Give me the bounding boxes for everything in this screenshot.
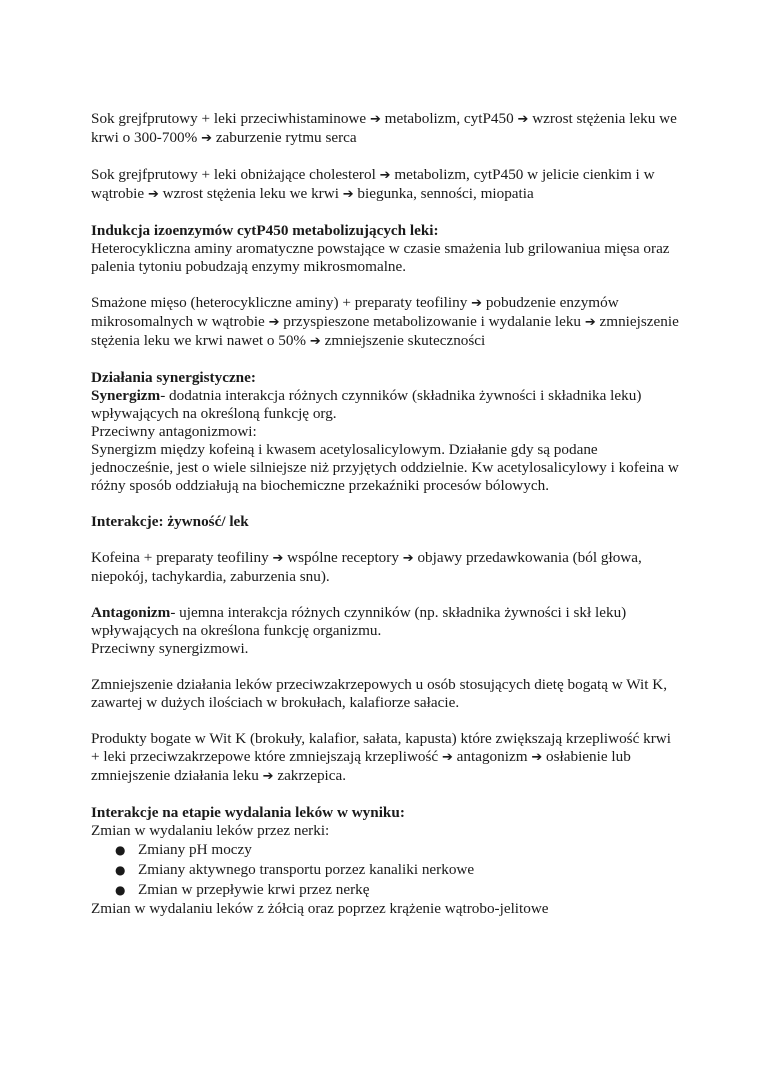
- text-segment: objawy przedawkowania (ból głowa, niepokój, tachykardia, zaburzenia snu).: [91, 549, 642, 585]
- arrow-right-icon: ➔: [517, 112, 529, 127]
- term-antagonism: Antagonizm: [91, 604, 171, 621]
- paragraph-synergy-definition: [91, 387, 681, 423]
- bullet-icon: ●: [115, 863, 126, 877]
- arrow-right-icon: ➔: [531, 750, 543, 765]
- text-segment: - ujemna interakcja różnych czynników (np. składnika żywności i skł leku) wpływających na określona funkcję organizmu.: [91, 604, 627, 639]
- heading-induction: Indukcja izoenzymów cytP450 metabolizujących leki:: [91, 222, 439, 239]
- paragraph-antagonism-definition: [91, 604, 681, 640]
- paragraph-grapefruit-antihistamines: [91, 110, 681, 148]
- list-item: [91, 840, 681, 860]
- arrow-right-icon: ➔: [402, 551, 414, 566]
- arrow-right-icon: ➔: [262, 769, 274, 784]
- arrow-right-icon: ➔: [147, 187, 159, 202]
- paragraph-grapefruit-cholesterol: [91, 166, 681, 204]
- text-segment: zmniejszenie stężenia leku we krwi nawet o 50%: [91, 313, 679, 349]
- text-segment: wzrost stężenia leku we krwi: [158, 185, 343, 202]
- arrow-right-icon: ➔: [342, 187, 354, 202]
- list-item-text: Zmian w przepływie krwi przez nerkę: [138, 881, 370, 898]
- text-segment: biegunka, senności, miopatia: [353, 185, 534, 202]
- heading-synergy: Działania synergistyczne:: [91, 369, 256, 386]
- arrow-right-icon: ➔: [379, 168, 391, 183]
- paragraph-fried-meat: [91, 294, 681, 351]
- paragraph-anticoagulants: Zmniejszenie działania leków przeciwzakrzepowych u osób stosujących dietę bogatą w Wit K, zawartej w dużych ilościach w brokułach, kalafiorze sałacie.: [91, 676, 668, 711]
- paragraph-bile: Zmian w wydalaniu leków z żółcią oraz poprzez krążenie wątrobo-jelitowe: [91, 900, 549, 917]
- list-item-text: Zmiany aktywnego transportu porzez kanaliki nerkowe: [138, 861, 475, 878]
- list-item: [91, 880, 681, 900]
- paragraph-synergy-opposite: Przeciwny antagonizmowi:: [91, 423, 257, 440]
- text-segment: wzrost stężenia leku we krwi o 300-700%: [91, 110, 677, 146]
- arrow-right-icon: ➔: [441, 750, 453, 765]
- list-item: [91, 860, 681, 880]
- text-segment: Sok grejfprutowy + leki obniżające cholesterol: [91, 166, 380, 183]
- text-segment: przyspieszone metabolizowanie i wydalanie leku: [279, 313, 585, 330]
- paragraph-kidneys-intro: Zmian w wydalaniu leków przez nerki:: [91, 822, 330, 839]
- text-segment: Sok grejfprutowy + leki przeciwhistaminowe: [91, 110, 370, 127]
- text-segment: metabolizm, cytP450: [380, 110, 518, 127]
- text-segment: zmniejszenie skuteczności: [320, 332, 486, 349]
- term-synergy: Synergizm: [91, 387, 161, 404]
- bullet-icon: ●: [115, 883, 126, 897]
- heading-excretion: Interakcje na etapie wydalania leków w wyniku:: [91, 804, 405, 821]
- text-segment: antagonizm: [452, 748, 532, 765]
- text-segment: Smażone mięso (heterocykliczne aminy) + preparaty teofiliny: [91, 294, 472, 311]
- text-segment: wspólne receptory: [283, 549, 403, 566]
- text-segment: metabolizm, cytP450 w jelicie cienkim i w wątrobie: [91, 166, 655, 202]
- heading-food-drug-interactions: Interakcje: żywność/ lek: [91, 513, 249, 530]
- text-segment: - dodatnia interakcja różnych czynników (składnika żywności i składnika leku) wpływających na określoną funkcję org.: [91, 387, 642, 422]
- text-segment: zakrzepica.: [273, 767, 347, 784]
- text-segment: pobudzenie enzymów mikrosomalnych w wątrobie: [91, 294, 619, 330]
- arrow-right-icon: ➔: [471, 296, 483, 311]
- paragraph-induction: Heterocykliczna aminy aromatyczne powstające w czasie smażenia lub grilowaniua mięsa oraz palenia tytoniu pobudzają enzymy mikrosmomalne.: [91, 240, 670, 275]
- arrow-right-icon: ➔: [584, 315, 596, 330]
- text-segment: zaburzenie rytmu serca: [212, 129, 357, 146]
- arrow-right-icon: ➔: [309, 334, 321, 349]
- paragraph-synergy-example: Synergizm między kofeiną i kwasem acetylosalicylowym. Działanie gdy są podane jednocześnie, jest o wiele silniejsze niż przyjętych oddzielnie. Kw acetylosalicylowy i kofeina w różny sposób oddziałują na biochemiczne przekaźniki procesów bólowych.: [91, 441, 679, 494]
- arrow-right-icon: ➔: [272, 551, 284, 566]
- paragraph-caffeine: [91, 549, 681, 586]
- list-item-text: Zmiany pH moczy: [138, 841, 252, 858]
- excretion-list: [91, 840, 681, 900]
- bullet-icon: ●: [115, 843, 126, 857]
- paragraph-antagonism-opposite: Przeciwny synergizmowi.: [91, 640, 249, 657]
- text-segment: Kofeina + preparaty teofiliny: [91, 549, 273, 566]
- document-page: [91, 110, 681, 918]
- text-segment: Produkty bogate w Wit K (brokuły, kalafior, sałata, kapusta) które zwiększają krzepliwość krwi + leki przeciwzakrzepowe które zmniejszają krzepliwość: [91, 730, 671, 765]
- arrow-right-icon: ➔: [268, 315, 280, 330]
- text-segment: osłabienie lub zmniejszenie działania leku: [91, 748, 631, 784]
- arrow-right-icon: ➔: [201, 131, 213, 146]
- paragraph-vitamin-k: [91, 730, 681, 786]
- arrow-right-icon: ➔: [369, 112, 381, 127]
